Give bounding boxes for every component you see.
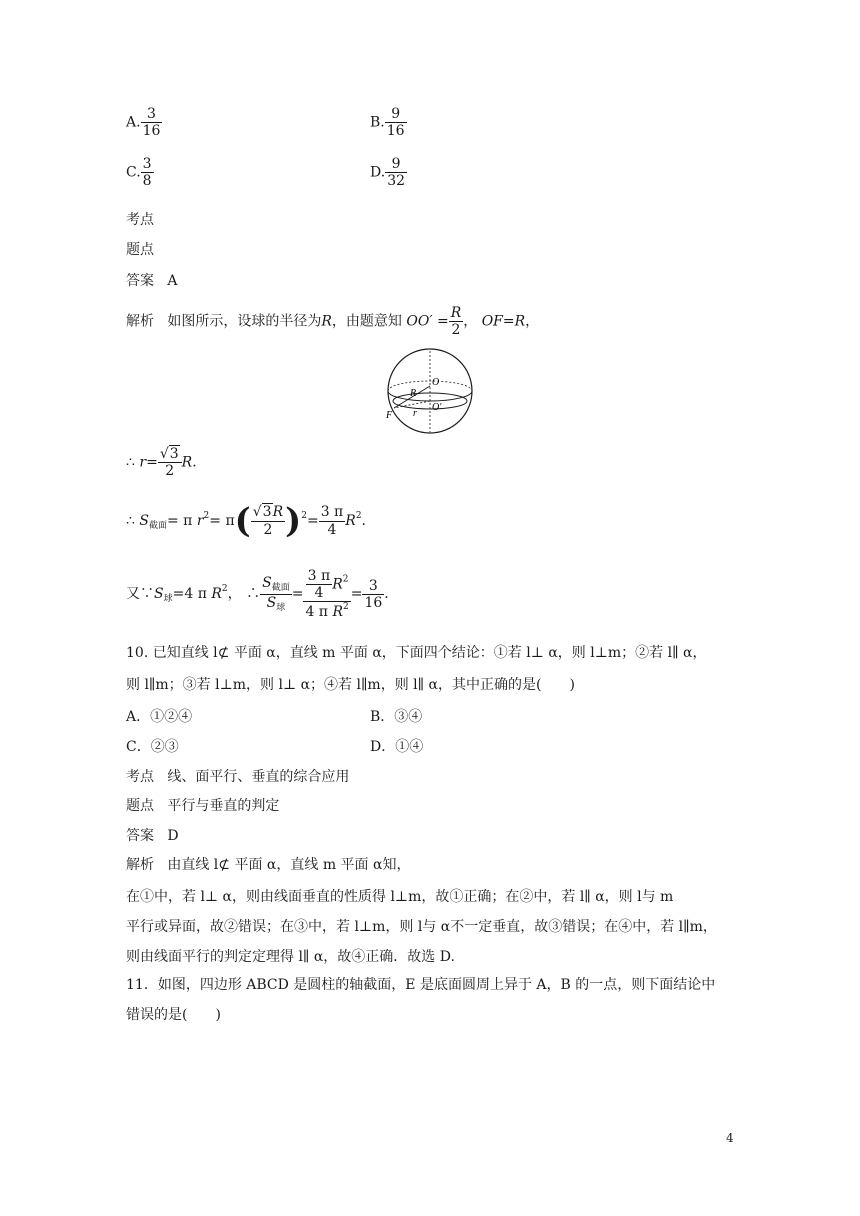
option-letter: C. (126, 164, 141, 181)
superscript: 2 (343, 602, 349, 613)
fraction-r-over-2 (449, 305, 464, 338)
var-r: R. (181, 454, 197, 471)
fraction-compound (303, 568, 350, 620)
option-fraction (141, 156, 154, 189)
jiexi-text: 如图所示，设球的半径为 (167, 313, 322, 330)
q10-body-line1: 在①中，若 l⊥ α，则由线面垂直的性质得 l⊥m，故①正确；在②中，若 l∥ α，则 l与 m (126, 889, 674, 905)
q10-answer (126, 825, 179, 845)
fraction-numerator: 3 (141, 106, 163, 123)
jiexi-label: 解析 (126, 857, 154, 873)
var-r: R (272, 504, 284, 521)
subscript-sphere: 球 (163, 594, 173, 605)
fraction-denominator (303, 602, 350, 620)
var-small-r: r (196, 513, 204, 529)
subscript-section: 截面 (148, 521, 167, 531)
q10-tidian (126, 795, 279, 815)
equals: = (291, 586, 304, 603)
subscript-sphere: 球 (276, 602, 286, 613)
equals-pi: = π (209, 513, 235, 529)
fraction-sqrt3-over-2 (251, 504, 285, 537)
q10-option-c: C．②③ (126, 739, 179, 755)
label-small-r: r (413, 408, 417, 419)
equation-section-area (126, 501, 366, 541)
sqrt-radicand: 3 (262, 504, 272, 521)
fraction-denominator: 4 (314, 585, 324, 602)
option-fraction (385, 106, 407, 139)
fraction-denominator (260, 595, 292, 613)
fraction-denominator: 2 (165, 463, 175, 480)
tidian-label: 题点 (126, 798, 154, 814)
superscript: 2 (355, 511, 362, 521)
left-paren: ( (234, 501, 251, 541)
var-s: S (266, 594, 277, 611)
fraction-denominator: 8 (142, 173, 152, 190)
label-o: O (432, 377, 440, 388)
var-s: S (154, 586, 164, 603)
fraction-3pi-over-4 (319, 504, 346, 537)
q10-option-d: D．①④ (370, 739, 424, 755)
period: . (384, 586, 389, 603)
var-r: R (345, 513, 356, 529)
q9-tidian-label: 题点 (126, 242, 154, 258)
fraction-numerator: 3 π (320, 504, 344, 521)
answer-value: D (167, 828, 179, 844)
since-text: 又∵ (126, 586, 154, 603)
therefore-symbol: ∴ (126, 513, 135, 529)
option-a (126, 106, 162, 139)
label-r: R (410, 388, 417, 399)
fraction-denominator: 16 (364, 594, 383, 611)
superscript: 2 (301, 511, 307, 521)
var-r: R (321, 313, 332, 330)
equals: = (146, 454, 158, 471)
option-c (126, 156, 154, 189)
option-fraction (385, 156, 407, 189)
fraction-s-ratio (260, 575, 292, 613)
sphere-figure (380, 346, 480, 436)
q10-kaodian (126, 766, 349, 786)
option-b (370, 106, 407, 139)
sqrt-radicand: 3 (169, 446, 179, 462)
var-oo: OO′ (406, 313, 433, 330)
equation-ratio (126, 568, 389, 620)
equals: = (502, 313, 515, 330)
equals-pi: = π (166, 513, 193, 529)
q9-jiexi (126, 305, 539, 338)
kaodian-label: 考点 (126, 769, 154, 785)
period: . (361, 513, 366, 529)
fraction-numerator: 9 (385, 106, 407, 123)
fraction-sqrt3-over-2 (158, 446, 182, 479)
q11-line1: 11．如图，四边形 ABCD 是圆柱的轴截面，E 是底面圆周上异于 A，B 的一点，则下面结论中 (126, 977, 716, 993)
fraction-numerator: R (450, 305, 462, 321)
fraction-denominator: 16 (386, 123, 405, 140)
therefore-symbol: ∴ (246, 586, 261, 603)
comma: ， (227, 586, 242, 603)
fraction-numerator (260, 575, 292, 594)
answer-label: 答案 (126, 828, 154, 844)
fraction-denominator: 4 (327, 521, 337, 538)
therefore-symbol: ∴ (126, 454, 135, 471)
equals: = (306, 513, 319, 529)
fraction-inner (306, 568, 333, 601)
q10-body-line2: 平行或异面，故②错误；在③中，若 l⊥m，则 l与 α不一定垂直，故③错误；在④中，若 l∥m， (126, 919, 717, 935)
fraction-numerator: √3R (252, 504, 284, 521)
superscript: 2 (221, 584, 228, 595)
answer-value: A (167, 273, 178, 289)
option-letter: D. (370, 164, 386, 181)
jiexi-label: 解析 (126, 313, 154, 330)
tidian-value: 平行与垂直的判定 (167, 798, 280, 814)
var-r: R (332, 576, 343, 593)
page-number: 4 (726, 1131, 734, 1145)
var-r: R (332, 604, 343, 621)
superscript: 2 (342, 574, 349, 585)
var-s: S (139, 513, 149, 529)
den-4pi: 4 π (305, 604, 328, 621)
fraction-denominator: 2 (451, 322, 461, 339)
q10-body-line3: 则由线面平行的判定定理得 l∥ α，故④正确．故选 D. (126, 949, 455, 965)
var-small-r: r (139, 454, 147, 471)
jiexi-value: 由直线 l⊄ 平面 α，直线 m 平面 α知， (167, 857, 411, 873)
option-fraction (141, 106, 163, 139)
option-letter: B. (370, 114, 385, 131)
q10-jiexi (126, 854, 410, 874)
q9-answer (126, 270, 177, 290)
fraction-numerator: √3 (158, 446, 182, 463)
q11-line2: 错误的是( ) (126, 1007, 221, 1023)
option-letter: A. (126, 114, 141, 131)
var-r: R (211, 586, 222, 603)
var-of: OF (481, 313, 503, 330)
fraction-numerator (303, 568, 350, 602)
comma: ， (463, 313, 478, 330)
q10-stem-line1: 10. 已知直线 l⊄ 平面 α，直线 m 平面 α，下面四个结论：①若 l⊥ α，则 l⊥m；②若 l∥ α， (126, 645, 707, 661)
subscript-section: 截面 (271, 583, 290, 594)
equals: = (436, 313, 449, 330)
equals-4pi: =4 π (172, 586, 207, 603)
fraction-numerator: 3 (142, 156, 152, 172)
superscript: 2 (203, 511, 210, 521)
answer-label: 答案 (126, 273, 154, 289)
comma: ， (525, 313, 540, 330)
fraction-numerator: 3 π (307, 568, 331, 584)
q10-option-b: B．③④ (370, 709, 423, 725)
equals: = (350, 586, 363, 603)
q10-stem-line2: 则 l∥m；③若 l⊥m，则 l⊥ α；④若 l∥m，则 l∥ α，其中正确的是( ) (126, 677, 575, 693)
jiexi-text: ，由题意知 (331, 313, 402, 330)
right-paren: ) (285, 501, 302, 541)
q10-option-a: A．①②④ (126, 709, 193, 725)
label-o-prime: O′ (432, 402, 442, 413)
equation-r (126, 446, 197, 479)
option-d (370, 156, 407, 189)
fraction-denominator: 2 (263, 521, 273, 538)
fraction-denominator: 32 (387, 173, 406, 190)
var-s: S (262, 575, 272, 592)
fraction-numerator: 9 (385, 156, 407, 173)
fraction-3-over-16 (362, 578, 384, 611)
q9-kaodian-label: 考点 (126, 212, 154, 228)
fraction-denominator: 16 (142, 123, 161, 140)
fraction-numerator: 3 (362, 578, 384, 595)
var-r: R (514, 313, 526, 330)
kaodian-value: 线、面平行、垂直的综合应用 (167, 769, 350, 785)
label-f: F (386, 410, 393, 421)
